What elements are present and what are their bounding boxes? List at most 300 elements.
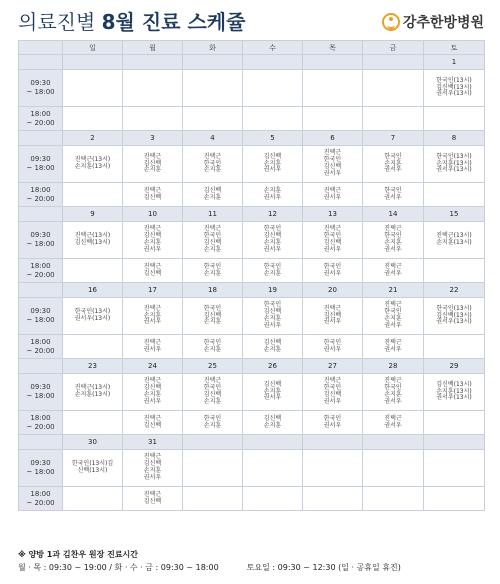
doctor-name: 한국인 [203,232,222,240]
doctor-name: 권서우 [384,421,402,429]
am-session-label [19,70,63,107]
date-cell: 7 [363,131,424,146]
doctor-name: 손지훈 [384,159,402,167]
date-cell: 10 [123,207,183,222]
schedule-cell [123,222,183,259]
schedule-cell [63,183,123,207]
schedule-cell [424,70,485,107]
schedule-cell [424,146,485,183]
schedule-cell [243,374,303,411]
header-corner [19,41,63,55]
date-cell [63,55,123,70]
doctor-name: 한국인 [203,262,222,270]
am-start-time: 09:30 [30,79,51,87]
doctor-name: 권서우 [143,397,162,405]
doctor-name: 권서우 [323,397,342,405]
week-am-row [19,70,485,107]
date-cell: 20 [303,283,363,298]
doctor-name: 김신백 [323,391,342,398]
schedule-cell [303,146,363,183]
schedule-cell [123,70,183,107]
week-am-row [19,374,485,411]
date-row-corner [19,207,63,222]
schedule-cell [243,450,303,487]
title-prefix: 의료진별 [18,10,96,34]
date-cell: 17 [123,283,183,298]
schedule-cell [183,374,243,411]
doctor-name: 권서우 [384,321,402,329]
pm-session-label [19,259,63,283]
doctor-name: 권서우 [384,245,402,253]
weekday-wednesday: 수 [243,41,303,55]
doctor-name: 한국인 [384,232,402,240]
am-session-label [19,374,63,411]
week-date-row [19,131,485,146]
week-am-row [19,450,485,487]
schedule-cell [243,487,303,511]
doctor-name: 진택근(13시) [74,156,111,164]
doctor-name: 진택근 [143,186,162,194]
doctor-name: 손지훈 [203,318,222,326]
schedule-cell [63,298,123,335]
date-cell [424,435,485,450]
date-row-corner [19,283,63,298]
date-cell: 26 [243,359,303,374]
am-start-time: 09:30 [30,383,51,391]
week-date-row [19,55,485,70]
date-row-corner [19,435,63,450]
date-row-corner [19,359,63,374]
schedule-cell [363,374,424,411]
doctor-name: 진택근 [143,338,162,346]
schedule-cell [183,487,243,511]
doctor-name: 권서우(13시) [74,315,111,322]
pm-end-time: ~ 20:00 [26,346,55,355]
week-am-row [19,298,485,335]
date-cell: 12 [243,207,303,222]
doctor-name: 손지훈 [384,315,402,322]
doctor-name: 김신백 [203,391,222,398]
date-cell: 30 [63,435,123,450]
date-cell [363,435,424,450]
week-pm-row [19,487,485,511]
doctor-name: 진택근 [203,225,222,233]
doctor-name: 한국인 [323,232,342,240]
date-cell: 16 [63,283,123,298]
schedule-cell [303,298,363,335]
am-session-label [19,222,63,259]
doctor-name: 한국인 [203,414,222,422]
doctor-name: 한국인(13시) [436,76,472,84]
date-cell [303,55,363,70]
doctor-name: 권서우(13시) [436,90,472,98]
doctor-name: 진택근 [143,225,162,233]
schedule-cell [363,222,424,259]
date-cell: 13 [303,207,363,222]
page-header [18,8,484,38]
date-cell [123,55,183,70]
doctor-name: 손지훈(13시) [74,163,111,170]
doctor-name: 권서우(13시) [436,166,472,174]
schedule-cell [363,70,424,107]
week-pm-row [19,183,485,207]
doctor-name: 진택근(13시) [436,232,472,240]
doctor-name: 손지훈 [203,193,222,201]
schedule-cell [424,411,485,435]
am-session-label [19,450,63,487]
doctor-name: 권서우 [323,345,342,353]
doctor-name: 진택근 [384,262,402,270]
schedule-cell [183,222,243,259]
schedule-cell [63,107,123,131]
doctor-name: 권서우 [323,421,342,429]
schedule-cell [303,450,363,487]
doctor-name: 진택근 [384,225,402,233]
doctor-name: 권서우 [323,269,342,277]
doctor-name: 손지훈 [203,245,222,253]
schedule-cell [63,374,123,411]
doctor-name: 한국인 [384,384,402,392]
am-end-time: ~ 18:00 [26,316,55,324]
doctor-name: 진택근 [384,301,402,309]
pm-start-time: 18:00 [30,261,51,270]
schedule-calendar [18,40,485,511]
doctor-name: 진택근(13시) [74,384,111,392]
doctor-name: 권서우 [263,245,282,253]
doctor-name: 손지훈 [203,166,222,174]
doctor-name: 손지훈(13시) [74,391,111,398]
schedule-cell [424,487,485,511]
hospital-name: 강추한방병원 [402,15,484,31]
week-date-row [19,283,485,298]
date-cell [183,55,243,70]
am-start-time: 09:30 [30,307,51,315]
schedule-cell [303,70,363,107]
date-cell: 22 [424,283,485,298]
schedule-cell [63,222,123,259]
doctor-name: 손지훈(13시) [436,387,472,395]
doctor-name: 진택근 [384,414,402,422]
doctor-name: 권서우 [384,345,402,353]
date-cell: 2 [63,131,123,146]
am-end-time: ~ 18:00 [26,164,55,172]
schedule-cell [303,107,363,131]
date-cell: 29 [424,359,485,374]
schedule-cell [303,183,363,207]
am-end-time: ~ 18:00 [26,240,55,248]
doctor-name: 김신백(13시) [436,83,472,91]
doctor-name: 진택근 [203,152,222,160]
date-cell: 14 [363,207,424,222]
doctor-name: 김신백 [203,311,222,319]
doctor-name: 한국인 [263,225,282,233]
date-cell: 25 [183,359,243,374]
doctor-name: 손지훈 [203,397,222,405]
date-cell: 21 [363,283,424,298]
doctor-name: 권서우 [263,166,282,174]
date-cell: 3 [123,131,183,146]
week-pm-row [19,259,485,283]
pm-session-label [19,487,63,511]
schedule-cell [424,298,485,335]
schedule-cell [63,450,123,487]
pm-end-time: ~ 20:00 [26,118,55,127]
date-cell [183,435,243,450]
schedule-cell [303,335,363,359]
date-cell: 6 [303,131,363,146]
doctor-name: 권서우 [263,321,282,329]
doctor-name: 김신백(13시) [74,239,111,246]
schedule-cell [424,107,485,131]
schedule-cell [123,335,183,359]
doctor-name: 한국인 [323,384,342,392]
pm-start-time: 18:00 [30,489,51,498]
schedule-cell [63,146,123,183]
doctor-name: 손지훈 [263,159,282,167]
doctor-name: 권서우(13시) [436,394,472,402]
doctor-name: 김신백 [323,163,342,170]
doctor-name: 김신백 [203,239,222,246]
doctor-name: 손지훈 [203,269,222,277]
schedule-cell [63,335,123,359]
hospital-logo-icon [382,13,400,31]
schedule-cell [303,374,363,411]
weekday-hours: 월 · 목 : 09:30 ~ 19:00 / 화 · 수 · 금 : 09:30 ~ 18:00 [18,563,219,572]
schedule-cell [303,222,363,259]
schedule-cell [123,411,183,435]
doctor-name: 김신백 [143,421,162,429]
schedule-cell [183,70,243,107]
am-start-time: 09:30 [30,459,51,467]
doctor-name: 김신백 [263,152,282,160]
schedule-cell [123,450,183,487]
schedule-cell [363,411,424,435]
doctor-name: 손지훈 [263,315,282,322]
schedule-cell [424,374,485,411]
doctor-name: 권서우 [384,397,402,405]
weekday-sunday: 일 [63,41,123,55]
doctor-name: 권서우 [384,193,402,201]
doctor-name: 진택근 [143,152,162,160]
schedule-cell [243,146,303,183]
doctor-name: 손지훈 [263,387,282,395]
date-cell: 18 [183,283,243,298]
doctor-hours-notes [18,548,484,574]
doctor-name: 한국인 [384,152,402,160]
doctor-name: 김신백 [143,460,162,468]
date-cell: 19 [243,283,303,298]
schedule-cell [424,335,485,359]
pm-session-label [19,183,63,207]
doctor-name: 한국인 [384,186,402,194]
pm-session-label [19,107,63,131]
saturday-hours: 토요일 : 09:30 ~ 12:30 (일 · 공휴일 휴진) [246,563,401,572]
doctor-name: 진택근 [384,377,402,385]
date-cell: 31 [123,435,183,450]
pm-end-time: ~ 20:00 [26,422,55,431]
doctor-name: 손지훈 [384,391,402,398]
doctor-name: 권서우 [263,193,282,201]
date-cell [363,55,424,70]
doctor-name: 진택근 [323,186,342,194]
schedule-cell [123,259,183,283]
doctor-name: 한국인(13시) [74,308,111,316]
doctor-name: 손지훈 [203,421,222,429]
date-cell: 11 [183,207,243,222]
doctor-name: 권서우 [143,245,162,253]
doctor-name: 김신백 [143,269,162,277]
schedule-cell [123,146,183,183]
doctor-name: 손지훈 [143,166,162,174]
schedule-cell [183,335,243,359]
doctor-name: 한국인 [203,159,222,167]
doctor-name: 진택근 [143,304,162,312]
doctor-name: 한국인(13시) [436,152,472,160]
doctor-name: 손지훈 [143,391,162,398]
schedule-cell [363,183,424,207]
schedule-cell [363,450,424,487]
date-cell: 9 [63,207,123,222]
doctor-name: 김신백(13시) [436,380,472,388]
doctor-name: 한국인 [323,338,342,346]
doctor-name: 한국인 [263,262,282,270]
schedule-cell [123,107,183,131]
doctor-name: 김신백 [203,186,222,194]
doctor-name: 한국인 [323,156,342,164]
doctor-name: 진택근 [323,304,342,312]
doctor-name: 진택근 [143,414,162,422]
schedule-cell [243,70,303,107]
schedule-cell [63,487,123,511]
doctor-name: 손지훈 [143,467,162,474]
pm-start-time: 18:00 [30,413,51,422]
title-month-schedule: 8월 진료 스케쥴 [101,10,246,34]
doctor-name: 김신백 [263,338,282,346]
doctor-name: 김신백 [143,193,162,201]
doctor-name: 진택근 [323,377,342,385]
schedule-cell [243,335,303,359]
date-cell: 23 [63,359,123,374]
pm-end-time: ~ 20:00 [26,498,55,507]
week-date-row [19,207,485,222]
date-cell: 5 [243,131,303,146]
pm-session-label [19,335,63,359]
am-start-time: 09:30 [30,155,51,163]
weekday-header-row [19,41,485,55]
am-end-time: ~ 18:00 [26,468,55,476]
doctor-name: 손지훈(13시) [436,239,472,246]
doctor-name: 진택근(13시) [74,232,111,240]
schedule-cell [183,450,243,487]
weekday-friday: 금 [363,41,424,55]
doctor-name: 진택근 [143,490,162,498]
doctor-name: 손지훈 [263,421,282,429]
schedule-cell [243,411,303,435]
schedule-cell [303,259,363,283]
schedule-cell [123,183,183,207]
doctor-name: 김신백 [263,414,282,422]
doctor-name: 손지훈 [143,239,162,246]
schedule-cell [424,222,485,259]
date-cell: 4 [183,131,243,146]
doctor-name: 손지훈 [143,311,162,319]
doctor-name: 권서우 [263,394,282,402]
doctor-name: 김신백 [263,308,282,316]
schedule-cell [363,298,424,335]
date-cell [243,55,303,70]
doctor-name: 권서우 [143,318,162,326]
date-cell [303,435,363,450]
week-date-row [19,435,485,450]
am-start-time: 09:30 [30,231,51,239]
weekday-tuesday: 화 [183,41,243,55]
am-session-label [19,298,63,335]
pm-start-time: 18:00 [30,185,51,194]
doctor-name: 권서우 [143,473,162,481]
week-am-row [19,146,485,183]
doctor-name: 권서우 [323,318,342,326]
schedule-cell [63,259,123,283]
date-cell [243,435,303,450]
doctor-name: 손지훈 [203,345,222,353]
week-pm-row [19,335,485,359]
date-row-corner [19,131,63,146]
schedule-cell [183,259,243,283]
schedule-cell [243,259,303,283]
schedule-cell [183,298,243,335]
schedule-cell [303,411,363,435]
pm-start-time: 18:00 [30,337,51,346]
doctor-name: 김신백 [323,239,342,246]
doctor-name: 권서우 [323,245,342,253]
pm-end-time: ~ 20:00 [26,270,55,279]
weekday-saturday: 토 [424,41,485,55]
doctor-name: 손지훈 [384,239,402,246]
hospital-logo [382,12,484,32]
doctor-name: 김신백 [143,159,162,167]
schedule-cell [303,487,363,511]
doctor-name: 손지훈 [263,239,282,246]
schedule-cell [363,259,424,283]
date-cell: 8 [424,131,485,146]
notes-title: ※ 양방 1과 김찬우 원장 진료시간 [18,550,139,559]
schedule-cell [63,411,123,435]
am-session-label [19,146,63,183]
weekday-thursday: 목 [303,41,363,55]
doctor-name: 한국인 [203,338,222,346]
doctor-name: 손지훈 [263,345,282,353]
doctor-name: 한국인(13시) [436,304,472,312]
schedule-cell [363,107,424,131]
doctor-name: 한국인 [323,414,342,422]
am-end-time: ~ 18:00 [26,392,55,400]
doctor-name: 진택근 [143,262,162,270]
week-am-row [19,222,485,259]
doctor-name: 김신백 [263,232,282,240]
schedule-cell [183,411,243,435]
doctor-name: 손지훈 [263,186,282,194]
schedule-cell [424,259,485,283]
schedule-cell [243,298,303,335]
schedule-cell [183,183,243,207]
schedule-cell [183,107,243,131]
pm-end-time: ~ 20:00 [26,194,55,203]
week-date-row [19,359,485,374]
week-pm-row [19,107,485,131]
date-cell: 28 [363,359,424,374]
date-cell: 15 [424,207,485,222]
weekday-monday: 월 [123,41,183,55]
